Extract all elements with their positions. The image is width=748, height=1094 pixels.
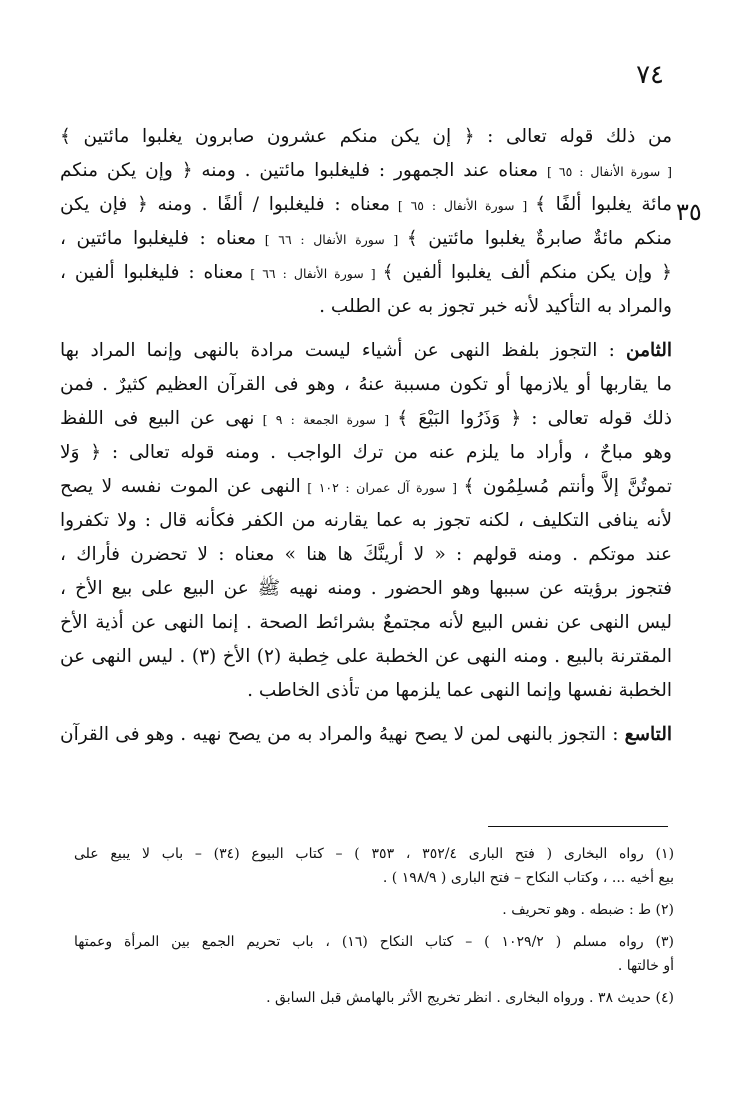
text-segment: مائة يغلبوا ألفًا ﴾ [535, 194, 672, 215]
quran-reference: [ سورة الأنفال : ٦٦ ] [243, 266, 383, 281]
text-segment: ﴿ وإن يكن منكم ألف يغلبوا ألفين ﴾ [382, 262, 672, 283]
margin-page-marker: ٣٥ [676, 198, 702, 226]
text-line [60, 334, 672, 368]
section-heading: الثامن [626, 340, 672, 361]
text-line: والمراد به التأكيد لأنه خبر تجوز به عن الطلب . [319, 296, 672, 317]
footnote-line: (٤) حديث ٣٨ . ورواه البخارى . انظر تخريج الأثر بالهامش قبل السابق . [266, 990, 674, 1006]
footnote-line: (١) رواه البخارى ( فتح البارى ٣٥٢/٤ ، ٣٥٣ ) – كتاب البيوع (٣٤) – باب لا يبيع على [74, 846, 674, 862]
footnote-divider [488, 826, 668, 827]
text-line: لأنه ينافى التكليف ، لكنه تجوز به عما يقارنه من الكفر فكأنه قال : ولا تكفروا [60, 510, 672, 531]
text-segment: : التجوز بالنهى لمن لا يصح نهيهُ والمراد به من يصح نهيه . وهو فى القرآن [60, 724, 625, 745]
text-line [60, 154, 672, 188]
text-segment: معناه : فليغلبوا ألفين ، [60, 262, 244, 283]
quran-reference: [ سورة الأنفال : ٦٥ ] [390, 198, 536, 213]
text-line: فتجوز برؤيته عن سببها وهو الحضور . ومنه نهيه ﷺ عن البيع على بيع الأخ ، [60, 578, 672, 599]
footnote-line: (٢) ط : ضبطه . وهو تحريف . [502, 902, 674, 918]
text-line [60, 718, 672, 752]
paragraph-3 [60, 718, 672, 752]
text-line: ليس النهى عن نفس البيع لأنه مجتمعٌ بشرائط الصحة . إنما النهى عن أذية الأخ [60, 612, 672, 633]
page-number: ٧٤ [636, 60, 664, 90]
quran-reference: [ سورة الأنفال : ٦٦ ] [256, 232, 407, 247]
text-line [60, 222, 672, 256]
text-line: المقترنة بالبيع . ومنه النهى عن الخطبة على خِطبة (٢) الأخ (٣) . ليس النهى عن [60, 646, 672, 667]
text-line: عند موتكم . ومنه قولهم : « لا أرينَّكَ ها هنا » معناه : لا تحضرن فأراك ، [60, 544, 672, 565]
footnote-line: أو خالتها . [617, 958, 674, 974]
quran-reference: [ سورة الجمعة : ٩ ] [254, 412, 398, 427]
section-heading: التاسع [624, 724, 672, 745]
text-line: وهو مباحٌ ، وأراد ما يلزم عنه من ترك الواجب . ومنه قوله تعالى : ﴿ وَلا [60, 442, 672, 463]
text-line [60, 402, 672, 436]
text-line: من ذلك قوله تعالى : ﴿ إن يكن منكم عشرون صابرون يغلبوا مائتين ﴾ [60, 126, 672, 147]
text-segment: معناه عند الجمهور : فليغلبوا مائتين . ومنه ﴿ وإن يكن منكم [60, 160, 548, 181]
text-line [60, 188, 672, 222]
text-segment: النهى عن الموت نفسه لا يصح [60, 476, 301, 497]
paragraph-2 [60, 334, 672, 708]
text-segment: معناه : فليغلبوا / ألفًا . ومنه ﴿ فإن يكن [60, 194, 391, 215]
text-segment: منكم مائةٌ صابرةٌ يغلبوا مائتين ﴾ [406, 228, 672, 249]
footnote-line: بيع أخيه ... ، وكتاب النكاح – فتح البارى ( ١٩٨/٩ ) . [382, 870, 674, 886]
text-line: الخطبة نفسها وإنما النهى عما يلزمها من تأذى الخاطب . [247, 680, 672, 701]
text-segment: ذلك قوله تعالى : ﴿ وَذَرُوا البَيْعَ ﴾ [397, 408, 672, 429]
text-segment: نهى عن البيع فى اللفظ [60, 408, 255, 429]
footnotes [74, 842, 674, 1010]
text-line: ما يقاربها أو يلازمها أو تكون مسببة عنهُ ، وهو فى القرآن العظيم كثيرٌ . فمن [60, 374, 672, 395]
text-segment: معناه : فليغلبوا مائتين ، [60, 228, 257, 249]
text-line [60, 256, 672, 290]
main-text [60, 120, 672, 752]
text-segment: تموتُنَّ إلاَّ وأنتم مُسلِمُون ﴾ [463, 476, 672, 497]
footnote-line: (٣) رواه مسلم ( ١٠٢٩/٢ ) – كتاب النكاح (١٦) ، باب تحريم الجمع بين المرأة وعمتها [74, 934, 674, 950]
quran-reference: [ سورة الأنفال : ٦٥ ] [547, 164, 672, 179]
text-segment: : التجوز بلفظ النهى عن أشياء ليست مرادة بالنهى وإنما المراد بها [60, 340, 626, 361]
quran-reference: [ سورة آل عمران : ١٠٢ ] [300, 480, 464, 495]
paragraph-1 [60, 120, 672, 324]
text-line [60, 470, 672, 504]
